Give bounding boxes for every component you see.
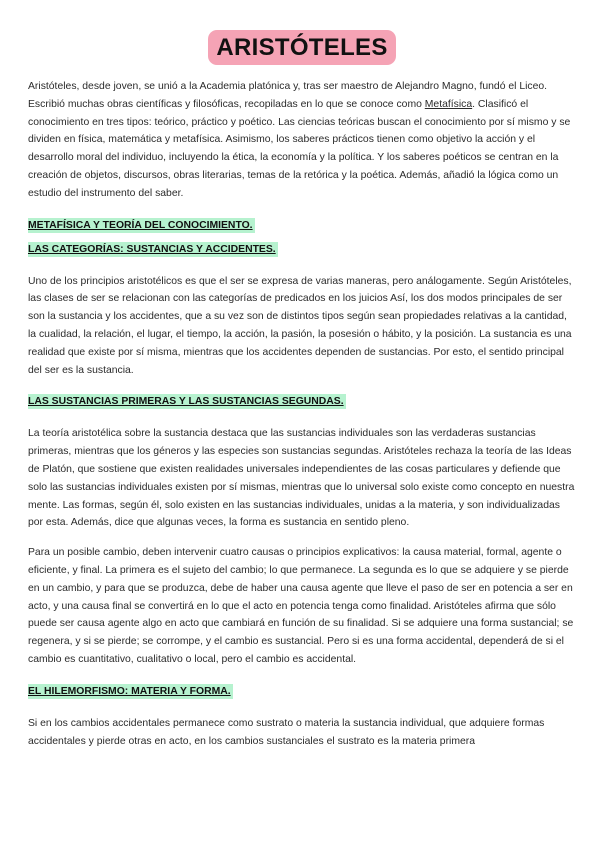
page-title: ARISTÓTELES	[208, 30, 395, 65]
section-heading-block	[28, 215, 576, 235]
causas-paragraph: Para un posible cambio, deben intervenir cuatro causas o principios explicativos: la causa material, formal, agente o eficiente, y final. La primera es el sujeto del cambio; lo que permanece. La segunda es lo que se adquiere y se pierde en un cambio, y para que se produzca, debe de haber una causa agente que lleve el paso de ser en potencia a ser en acto, y una causa final se convertirá en lo que el acto en potencia tenga como finalidad. Aristóteles afirma que sólo puede ser causa agente algo en acto que cambiará en función de su finalidad. Si se adquiere una forma sustancial; se regenera, y si se pierde; se corrompe, y el cambio es sustancial. Pero si es una forma accidental, dependerá de si el cambio es cuantitativo, cualitativo o local, pero el cambio es accidental.	[28, 547, 574, 665]
title-wrapper	[28, 30, 576, 66]
intro-text-start: Aristóteles, desde joven, se unió a la Academia platónica y, tras ser maestro de Alejandro Magno, fundó el Liceo. Escribió muchas obras científicas y filosóficas, recopiladas en lo que se conoce como	[28, 81, 548, 110]
metafisica-link[interactable]: Metafísica	[424, 98, 473, 110]
heading-metafisica: METAFÍSICA Y TEORÍA DEL CONOCIMIENTO.	[28, 219, 253, 231]
hilemorfismo-paragraph: Si en los cambios accidentales permanece como sustrato o materia la sustancia individual, que adquiere formas accidentales y pierde otras en acto, en los cambios sustanciales el sustrato es la materia primera	[28, 717, 545, 747]
section-heading-block	[28, 391, 576, 411]
intro-text-end: . Clasificó el conocimiento en tres tipos: teórico, práctico y poético. Las ciencias teóricas buscan el conocimiento por sí mismo y se dividen en física, matemática y metafísica. Asimismo, los saberes prácticos tienen como objetivo la acción y el desarrollo moral del individuo, incluyendo la ética, la economía y la política. Y los saberes poéticos se centran en la creación de objetos, discursos, obras literarias, temas de la retórica y la poética. Además, añadió la lógica como un estudio del instrumento del saber.	[28, 98, 571, 199]
heading-categorias: LAS CATEGORÍAS: SUSTANCIAS Y ACCIDENTES.	[28, 243, 276, 255]
section-heading-block	[28, 681, 576, 701]
heading-hilemorfismo: EL HILEMORFISMO: MATERIA Y FORMA.	[28, 685, 231, 697]
intro-paragraph	[28, 78, 576, 203]
document-page	[28, 0, 576, 750]
heading-sustancias: LAS SUSTANCIAS PRIMERAS Y LAS SUSTANCIAS SEGUNDAS.	[28, 396, 344, 408]
categorias-paragraph: Uno de los principios aristotélicos es que el ser se expresa de varias maneras, pero análogamente. Según Aristóteles, las clases de ser se relacionan con las categorías de predicados en los juicios Así, los dos modos principales de ser son la sustancia y los accidentes, que a su vez son de distintos tipos según sean propiedades relativas a la cantidad, la cualidad, la relación, el lugar, el tiempo, la acción, la pasión, la posesión o hábito, y la posición. La sustancia es una realidad que existe por sí misma, mientras que los accidentes dependen de sustancias. Por esto, el sentido principal del ser es la sustancia.	[28, 275, 572, 376]
sustancias-paragraph: La teoría aristotélica sobre la sustancia destaca que las sustancias individuales son las verdaderas sustancias primeras, mientras que los géneros y las especies son sustancias segundas. Aristóteles rechaza la teoría de las Ideas de Platón, que sostiene que existen realidades universales independientes de las cosas particulares y defiende que solo las sustancias individuales existen por sí mismas, mientras que lo universal solo existe como concepto en nuestra mente. Las formas, según él, solo existen en las sustancias individuales, unidas a la materia, y son individualizadas por esta. Además, dice que algunas veces, la forma es sustancia en sentido pleno.	[28, 428, 575, 529]
section-heading-block	[28, 239, 576, 259]
